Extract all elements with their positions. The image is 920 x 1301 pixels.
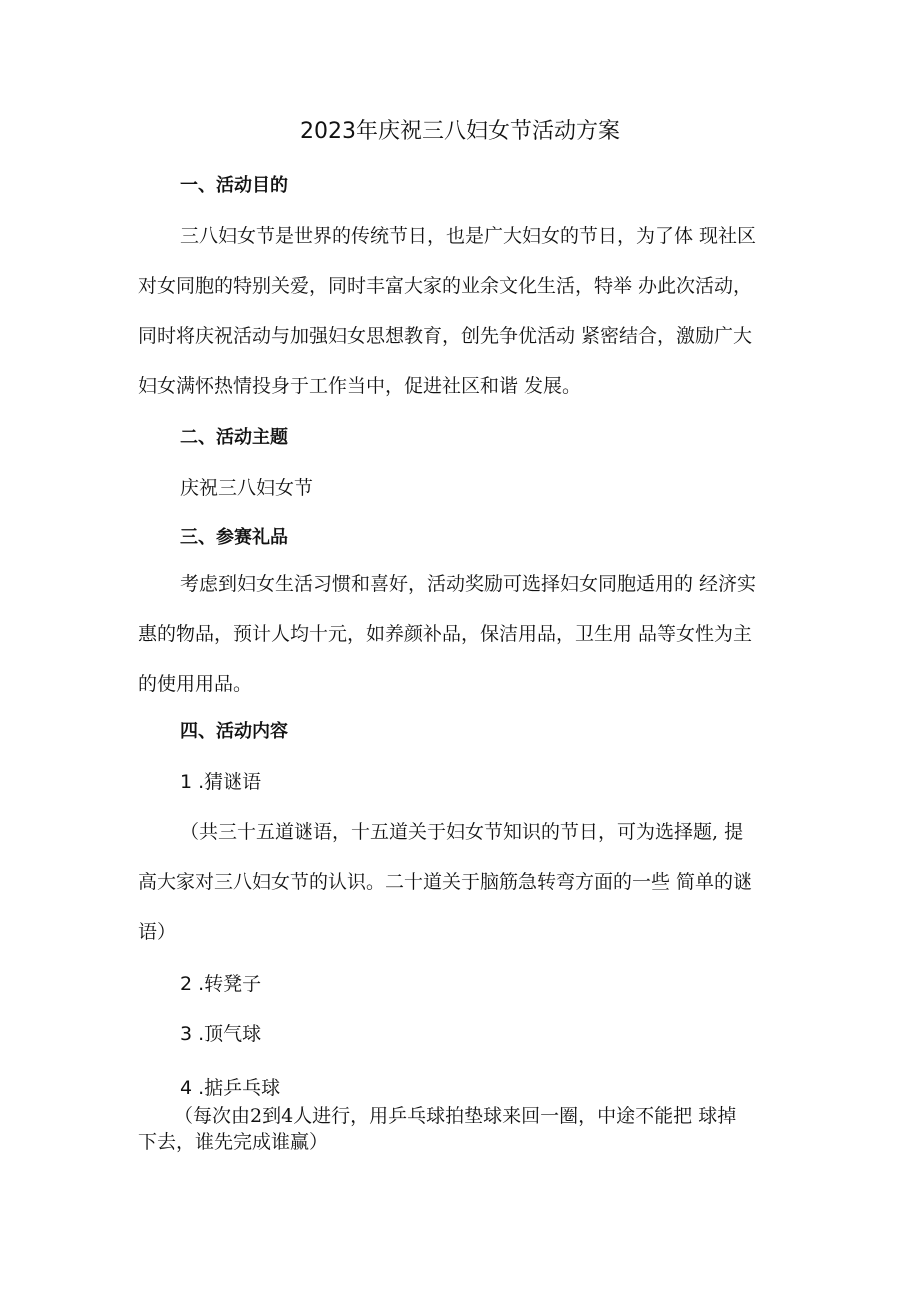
paragraph-line: 妇女满怀热情投身于工作当中，促进社区和谐 发展。 xyxy=(138,375,582,397)
list-item-label: 4 .掂乒乓球 xyxy=(180,1077,281,1099)
list-item-label: 3 .顶气球 xyxy=(180,1023,262,1045)
paragraph-line: 庆祝三八妇女节 xyxy=(180,477,314,499)
section-heading-theme: 二、活动主题 xyxy=(180,427,288,448)
paragraph-line: 对女同胞的特别关爱，同时丰富大家的业余文化生活，特举 办此次活动， xyxy=(138,275,753,297)
paragraph-line: 下去，谁先完成谁赢） xyxy=(138,1131,329,1153)
paragraph-line: （每次由2到4人进行，用乒乓球拍垫球来回一圈，中途不能把 球掉 xyxy=(174,1105,737,1127)
document-title: 2023年庆祝三八妇女节活动方案 xyxy=(300,119,620,144)
paragraph-line: 三八妇女节是世界的传统节日，也是广大妇女的节日，为了体 现社区 xyxy=(180,225,757,247)
paragraph-line: （共三十五道谜语，十五道关于妇女节知识的节日，可为选择题, 提 xyxy=(180,821,744,843)
paragraph-line: 惠的物品，预计人均十元，如养颜补品，保洁用品，卫生用 品等女性为主 xyxy=(138,623,753,645)
section-heading-prizes: 三、参赛礼品 xyxy=(180,527,288,548)
list-item-label: 1 .猜谜语 xyxy=(180,771,262,793)
paragraph-line: 语） xyxy=(138,921,177,943)
section-heading-purpose: 一、活动目的 xyxy=(180,175,288,196)
paragraph-line: 的使用用品。 xyxy=(138,673,253,695)
paragraph-line: 考虑到妇女生活习惯和喜好，活动奖励可选择妇女同胞适用的 经济实 xyxy=(180,573,757,595)
list-item-label: 2 .转凳子 xyxy=(180,973,262,995)
section-heading-activities: 四、活动内容 xyxy=(180,721,288,742)
paragraph-line: 同时将庆祝活动与加强妇女思想教育，创先争优活动 紧密结合，激励广大 xyxy=(138,325,753,347)
paragraph-line: 高大家对三八妇女节的认识。二十道关于脑筋急转弯方面的一些 简单的谜 xyxy=(138,871,753,893)
